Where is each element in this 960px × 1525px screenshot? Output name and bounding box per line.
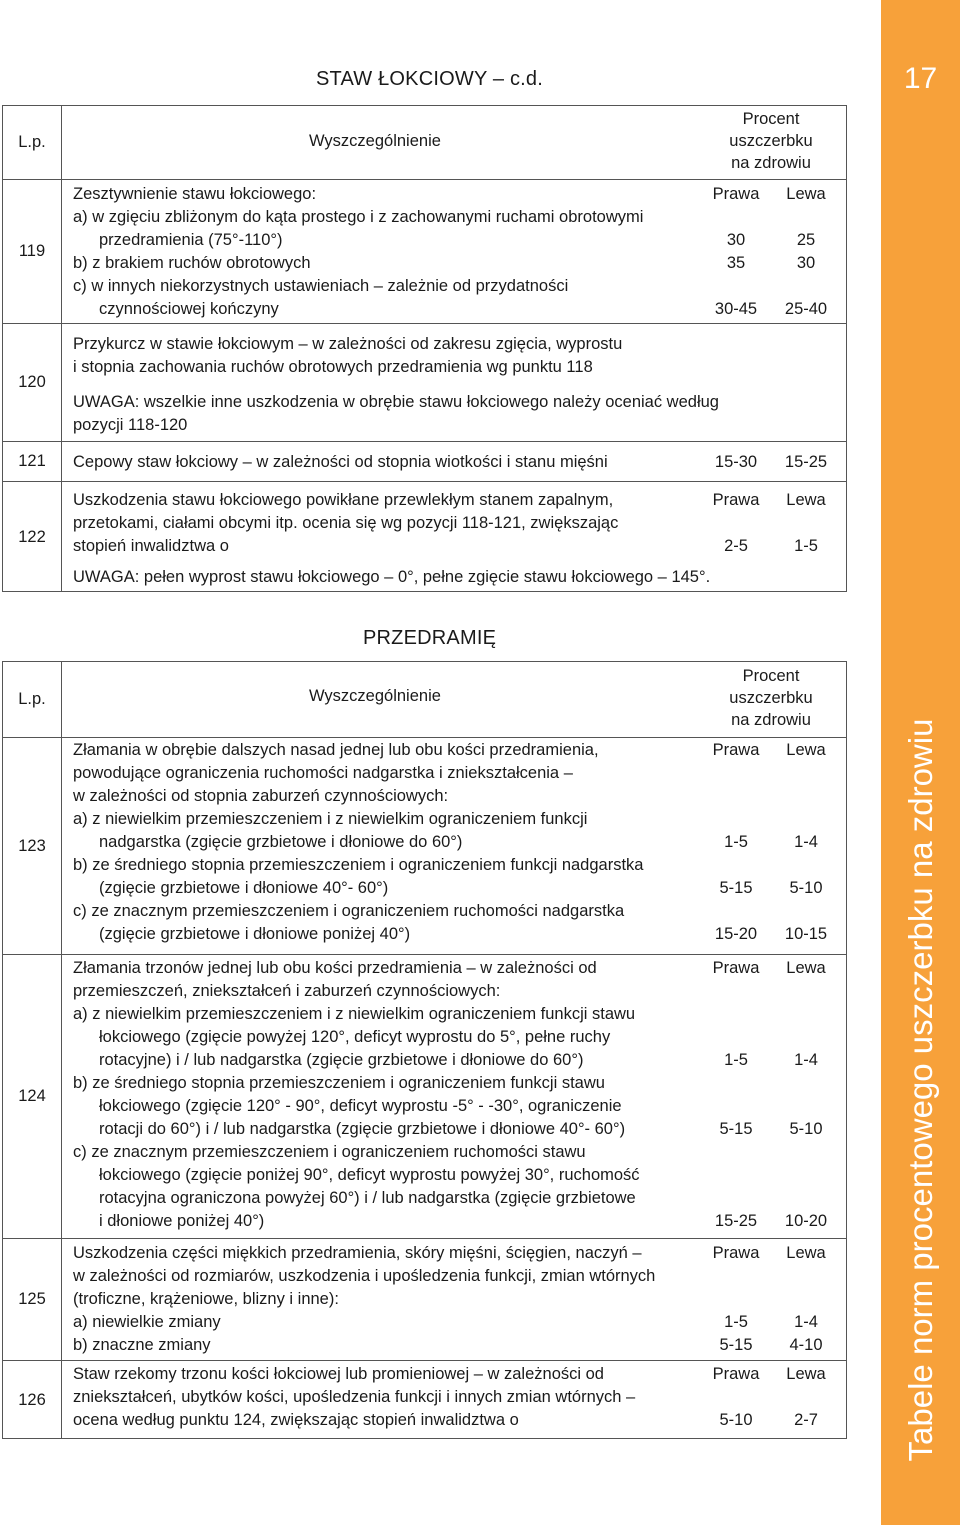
section2-header [3, 662, 846, 737]
value-prawa: 5-15 [719, 1336, 753, 1354]
value-prawa: 5-15 [719, 1120, 753, 1138]
value-prawa: 2-5 [724, 537, 748, 555]
row-text: Staw rzekomy trzonu kości łokciowej lub promieniowej – w zależności od [73, 1365, 604, 1383]
col-label-prawa: Prawa [712, 1244, 760, 1262]
row-text: a) niewielkie zmiany [73, 1313, 221, 1331]
table-row-122 [3, 481, 846, 593]
header-lp: L.p. [18, 690, 46, 708]
row-text: c) ze znacznym przemieszczeniem i ograniczeniem ruchomości nadgarstka [73, 902, 625, 920]
section1-title: STAW ŁOKCIOWY – c.d. [316, 68, 544, 90]
value-prawa: 15-20 [714, 925, 758, 943]
table-row-126 [3, 1360, 846, 1440]
value-prawa: 1-5 [724, 1051, 748, 1069]
col-label-prawa: Prawa [712, 1365, 760, 1383]
col-label-prawa: Prawa [712, 741, 760, 759]
row-text: rotacyjna ograniczona powyżej 60°) i / lub nadgarstka (zgięcie grzbietowe [99, 1189, 636, 1207]
value-lewa: 4-10 [789, 1336, 823, 1354]
row-lp: 126 [18, 1391, 46, 1409]
row-text: Złamania trzonów jednej lub obu kości przedramienia – w zależności od [73, 959, 597, 977]
col-label-lewa: Lewa [786, 491, 826, 509]
col-label-prawa: Prawa [712, 959, 760, 977]
header-lp: L.p. [18, 133, 46, 151]
value-lewa: 2-7 [794, 1411, 818, 1429]
value-lewa: 1-5 [794, 537, 818, 555]
row-text: pozycji 118-120 [73, 416, 188, 434]
value-lewa: 1-4 [794, 1051, 818, 1069]
col-label-lewa: Lewa [786, 741, 826, 759]
value-prawa: 15-25 [714, 1212, 758, 1230]
row-text: i stopnia zachowania ruchów obrotowych przedramienia wg punktu 118 [73, 358, 593, 376]
value-lewa: 10-20 [784, 1212, 828, 1230]
value-prawa: 15-30 [714, 453, 758, 471]
header-pct-3: na zdrowiu [731, 154, 811, 172]
col-label-lewa: Lewa [786, 1365, 826, 1383]
value-prawa: 5-10 [719, 1411, 753, 1429]
section2-title: PRZEDRAMIĘ [363, 627, 497, 649]
row-lp: 121 [18, 452, 46, 470]
row-text: a) w zgięciu zbliżonym do kąta prostego i z zachowanymi ruchami obrotowymi [73, 208, 644, 226]
col-label-lewa: Lewa [786, 959, 826, 977]
row-text: Zesztywnienie stawu łokciowego: [73, 185, 317, 203]
value-prawa: 30 [726, 231, 746, 249]
value-lewa: 30 [796, 254, 816, 272]
row-text: Uszkodzenia stawu łokciowego powikłane przewlekłym stanem zapalnym, [73, 491, 614, 509]
row-text: łokciowego (zgięcie poniżej 90°, deficyt wyprostu powyżej 30°, ruchomość [99, 1166, 640, 1184]
row-text: ocena według punktu 124, zwiększając stopień inwalidztwa o [73, 1411, 519, 1429]
value-lewa: 10-15 [784, 925, 828, 943]
col-label-lewa: Lewa [786, 1244, 826, 1262]
header-desc: Wyszczególnienie [309, 687, 441, 705]
row-text: nadgarstka (zgięcie grzbietowe i dłoniowe do 60°) [99, 833, 463, 851]
value-prawa: 1-5 [724, 833, 748, 851]
col-label-prawa: Prawa [712, 185, 760, 203]
row-text: i dłoniowe poniżej 40°) [99, 1212, 265, 1230]
row-text: łokciowego (zgięcie 120° - 90°, deficyt wyprostu -5° - -30°, ograniczenie [99, 1097, 622, 1115]
row-text: Cepowy staw łokciowy – w zależności od stopnia wiotkości i stanu mięśni [73, 453, 608, 471]
table-row-119 [3, 179, 846, 323]
row-text: Złamania w obrębie dalszych nasad jednej lub obu kości przedramienia, [73, 741, 599, 759]
header-pct-2: uszczerbku [729, 689, 813, 707]
row-text: rotacji do 60°) i / lub nadgarstka (zgięcie grzbietowe i dłoniowe 40°- 60°) [99, 1120, 626, 1138]
header-pct-1: Procent [742, 667, 800, 685]
row-lp: 125 [18, 1290, 46, 1308]
table-row-125 [3, 1238, 846, 1360]
col-label-lewa: Lewa [786, 185, 826, 203]
row-lp: 122 [18, 528, 46, 546]
value-lewa: 25 [796, 231, 816, 249]
table-row-123 [3, 737, 846, 954]
header-pct-1: Procent [742, 110, 800, 128]
row-text: zniekształceń, ubytków kości, upośledzenia funkcji i innych zmian wtórnych – [73, 1388, 636, 1406]
row-text: b) z brakiem ruchów obrotowych [73, 254, 311, 272]
row-text: a) z niewielkim przemieszczeniem i z niewielkim ograniczeniem funkcji [73, 810, 588, 828]
row-lp: 123 [18, 836, 46, 855]
row-text: b) ze średniego stopnia przemieszczeniem i ograniczeniem funkcji nadgarstka [73, 856, 644, 874]
header-pct-3: na zdrowiu [731, 711, 811, 729]
side-title: Tabele norm procentowego uszczerbku na zdrowiu [901, 718, 939, 1462]
section2-table [2, 661, 847, 1439]
row-text: przetokami, ciałami obcymi itp. ocenia się wg pozycji 118-121, zwiększając [73, 514, 619, 532]
row-text: rotacyjne) i / lub nadgarstka (zgięcie grzbietowe i dłoniowe do 60°) [99, 1051, 584, 1069]
row-text: (troficzne, krążeniowe, blizny i inne): [73, 1290, 339, 1308]
section1-header [3, 106, 846, 179]
row-text: Przykurcz w stawie łokciowym – w zależności od zakresu zgięcia, wyprostu [73, 335, 623, 353]
value-lewa: 5-10 [789, 1120, 823, 1138]
value-lewa: 1-4 [794, 1313, 818, 1331]
value-prawa: 30-45 [714, 300, 758, 318]
row-text: stopień inwalidztwa o [73, 537, 229, 555]
row-text: przedramienia (75°-110°) [99, 231, 283, 249]
value-lewa: 25-40 [784, 300, 828, 318]
row-text: UWAGA: wszelkie inne uszkodzenia w obrębie stawu łokciowego należy oceniać według [73, 393, 719, 411]
value-lewa: 5-10 [789, 879, 823, 897]
value-prawa: 1-5 [724, 1313, 748, 1331]
row-text: czynnościowej kończyny [99, 300, 279, 318]
row-text: b) znaczne zmiany [73, 1336, 211, 1354]
header-pct-2: uszczerbku [729, 132, 813, 150]
row-text: a) z niewielkim przemieszczeniem i z niewielkim ograniczeniem funkcji stawu [73, 1005, 636, 1023]
section1-table [2, 105, 847, 592]
row-text: c) ze znacznym przemieszczeniem i ograniczeniem ruchomości stawu [73, 1143, 586, 1161]
table-row-120 [3, 323, 846, 441]
row-lp: 120 [18, 373, 46, 391]
row-text: c) w innych niekorzystnych ustawieniach – zależnie od przydatności [73, 277, 569, 295]
row-text: w zależności od rozmiarów, uszkodzenia i upośledzenia funkcji, zmian wtórnych [73, 1267, 656, 1285]
header-desc: Wyszczególnienie [309, 132, 441, 150]
row-text: (zgięcie grzbietowe i dłoniowe 40°- 60°) [99, 879, 389, 897]
table-row-121 [3, 441, 846, 481]
side-tab [881, 0, 960, 1525]
value-prawa: 5-15 [719, 879, 753, 897]
row-text: powodujące ograniczenia ruchomości nadgarstka i zniekształcenia – [73, 764, 573, 782]
value-lewa: 1-4 [794, 833, 818, 851]
page-number: 17 [903, 62, 938, 95]
row-text: b) ze średniego stopnia przemieszczeniem i ograniczeniem funkcji stawu [73, 1074, 605, 1092]
row-text: UWAGA: pełen wyprost stawu łokciowego – 0°, pełne zgięcie stawu łokciowego – 145°. [73, 568, 711, 586]
value-prawa: 35 [726, 254, 746, 272]
row-lp: 124 [18, 1087, 46, 1105]
row-text: (zgięcie grzbietowe i dłoniowe poniżej 40°) [99, 925, 411, 943]
value-lewa: 15-25 [784, 453, 828, 471]
table-row-124 [3, 954, 846, 1238]
col-label-prawa: Prawa [712, 491, 760, 509]
row-text: Uszkodzenia części miękkich przedramienia, skóry mięśni, ścięgien, naczyń – [73, 1244, 642, 1262]
row-text: w zależności od stopnia zaburzeń czynnościowych: [73, 787, 449, 805]
row-text: przemieszczeń, zniekształceń i zaburzeń czynnościowych: [73, 982, 501, 1000]
row-text: łokciowego (zgięcie powyżej 120°, deficyt wyprostu do 5°, pełne ruchy [99, 1028, 611, 1046]
row-lp: 119 [18, 242, 46, 260]
